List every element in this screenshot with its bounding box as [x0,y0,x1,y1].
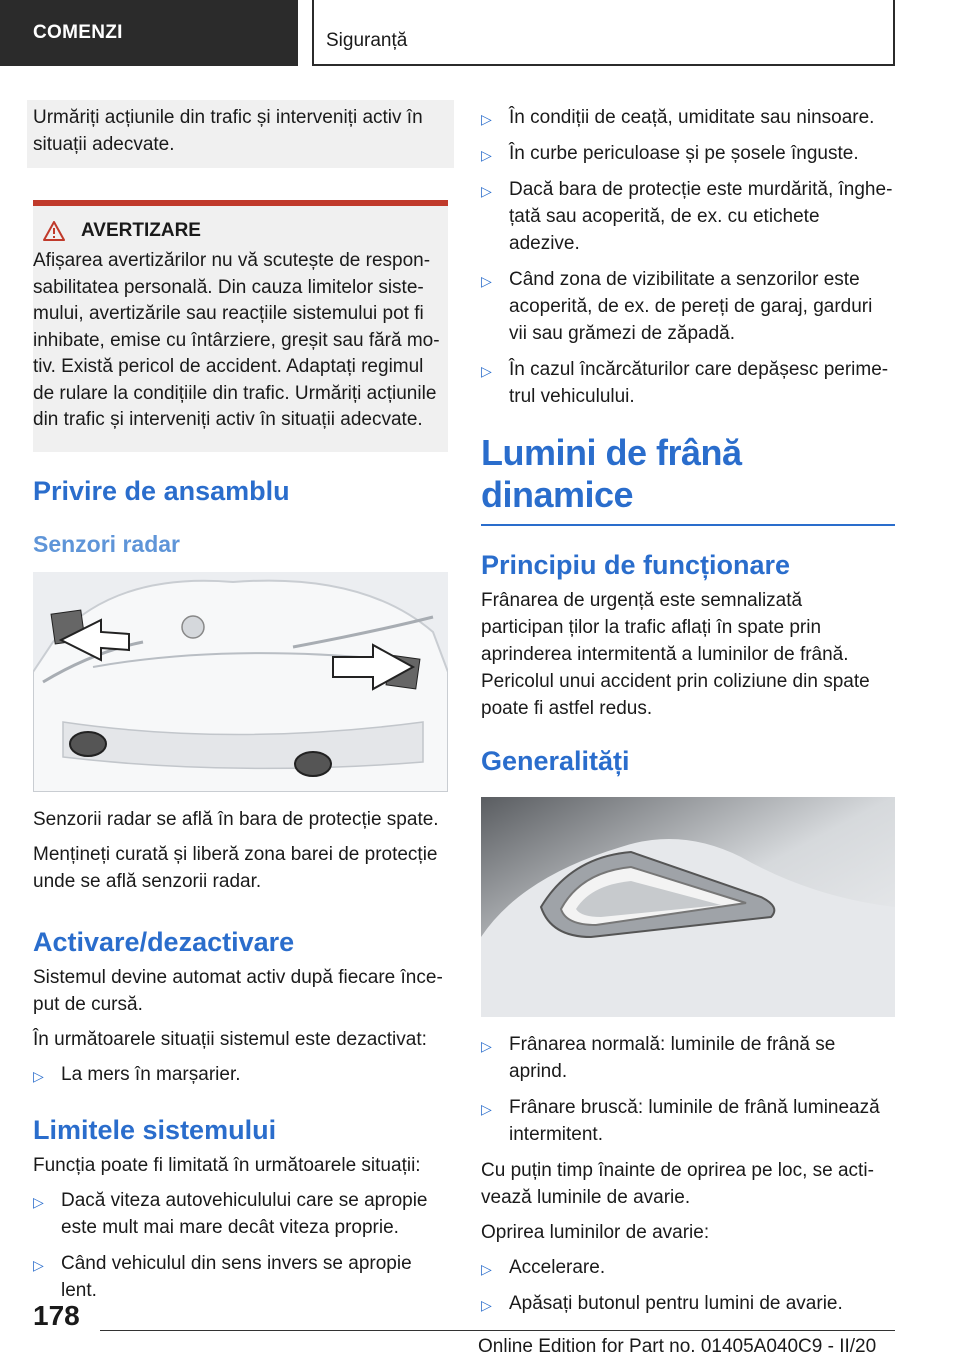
subheading-radar: Senzori radar [33,530,180,557]
principle-paragraph: Frânarea de urgență este semnalizată participan ților la trafic aflați în spate prin aprinderea intermitentă a luminilor de frână. Pericolul unui accident prin coliziune din spate poate fi astfel redus. [481,590,870,719]
warning-box [33,200,448,452]
general-list-2 [481,1254,895,1317]
section-heading-activation: Activare/dezactivare [33,926,295,957]
tail-light-figure [481,797,895,1017]
general-list [481,1031,895,1148]
warning-text: Afișarea avertizărilor nu vă scutește de responsabilitatea personală. Din cauza limitelor sistemului, avertizările sau reacțiile sistemului pot fi inhibate, emise cu întârziere, greșit sau fără motiv. Există pericol de accident. Adaptați regimul de rulare la condițiile din trafic. Urmăriți acțiunile din trafic și interveniți activ în situații adecvate. [33,250,440,430]
triangle-bullet-icon: ▷ [481,1297,492,1313]
general-paragraph-1: Cu puțin timp înainte de oprirea pe loc, se activează luminile de avarie. [481,1160,874,1208]
triangle-bullet-icon: ▷ [481,1038,492,1054]
general-paragraph-2: Oprirea luminilor de avarie: [481,1222,710,1243]
section-heading-principle: Principiu de funcționare [481,550,791,580]
radar-paragraph-2: Mențineți curată și liberă zona barei de protecție unde se află senzorii radar. [33,843,438,892]
header-tabs [0,0,960,66]
list-item: ▷ La mers în marșarier. [33,1061,448,1088]
footer-edition: Online Edition for Part no. 01405A040C9 - II/20 [478,1336,877,1357]
radar-paragraph-1: Senzorii radar se află în bara de protecție spate. [33,808,439,830]
tab-siguranta[interactable]: Siguranță [312,0,895,66]
car-rear-illustration [33,572,448,792]
triangle-bullet-icon: ▷ [33,1256,44,1273]
limits-list-continued [481,104,895,410]
note-text: Urmăriți acțiunile din trafic și interveniți activ în situații adecvate. [33,107,423,155]
triangle-bullet-icon: ▷ [481,273,492,289]
triangle-bullet-icon: ▷ [33,1067,44,1084]
list-item: ▷ Apăsați butonul pentru lumini de avarie. [481,1290,895,1317]
list-item: ▷ Când vehiculul din sens invers se apropie lent. [33,1252,412,1301]
list-item: ▷ Accelerare. [481,1254,895,1281]
activation-paragraph-1: Sistemul devine automat activ după fiecare început de cursă. [33,966,443,1015]
list-item: ▷ Frânare bruscă: luminile de frână luminează intermitent. [481,1097,880,1145]
activation-paragraph-2: În următoarele situații sistemul este dezactivat: [33,1028,427,1050]
list-item: ▷ În cazul încărcăturilor care depășesc perimetrul vehiculului. [481,359,889,407]
list-item: ▷ În curbe periculoase și pe șosele înguste. [481,140,895,167]
page-number: 178 [33,1300,80,1331]
footer-divider [100,1330,895,1331]
list-item: ▷ Frânarea normală: luminile de frână se aprind. [481,1034,836,1082]
list-item: ▷ Dacă bara de protecție este murdărită, înghe țată sau acoperită, de ex. cu etichete adezive. [481,179,893,254]
note-box [27,100,454,168]
warning-triangle-icon [43,221,65,241]
section-heading-overview: Privire de ansamblu [33,475,290,506]
left-column [33,100,448,1313]
triangle-bullet-icon: ▷ [481,111,492,127]
activation-list [33,1061,448,1088]
list-item: ▷ Când zona de vizibilitate a senzorilor este acoperită, de ex. de pereți de garaj, garduri vii sau grămezi de zăpadă. [481,269,873,344]
triangle-bullet-icon: ▷ [481,363,492,379]
section-heading-general: Generalități [481,746,630,776]
chapter-heading: Lumini de frână dinamice [481,432,895,526]
triangle-bullet-icon: ▷ [33,1193,44,1210]
list-item: ▷ În condiții de ceață, umiditate sau ninsoare. [481,104,895,131]
section-heading-limits: Limitele sistemului [33,1114,277,1145]
triangle-bullet-icon: ▷ [481,1101,492,1117]
tail-light-illustration [481,797,895,1017]
limits-list [33,1187,448,1304]
triangle-bullet-icon: ▷ [481,183,492,199]
triangle-bullet-icon: ▷ [481,147,492,163]
rear-bumper-radar-figure [33,572,448,792]
tab-comenzi[interactable]: COMENZI [0,0,298,66]
warning-title: AVERTIZARE [43,220,444,242]
triangle-bullet-icon: ▷ [481,1261,492,1277]
right-column [481,104,895,1326]
limits-paragraph: Funcția poate fi limitată în următoarele situații: [33,1154,421,1176]
list-item: ▷ Dacă viteza autovehiculului care se apropie este mult mai mare decât viteza proprie. [33,1189,428,1238]
